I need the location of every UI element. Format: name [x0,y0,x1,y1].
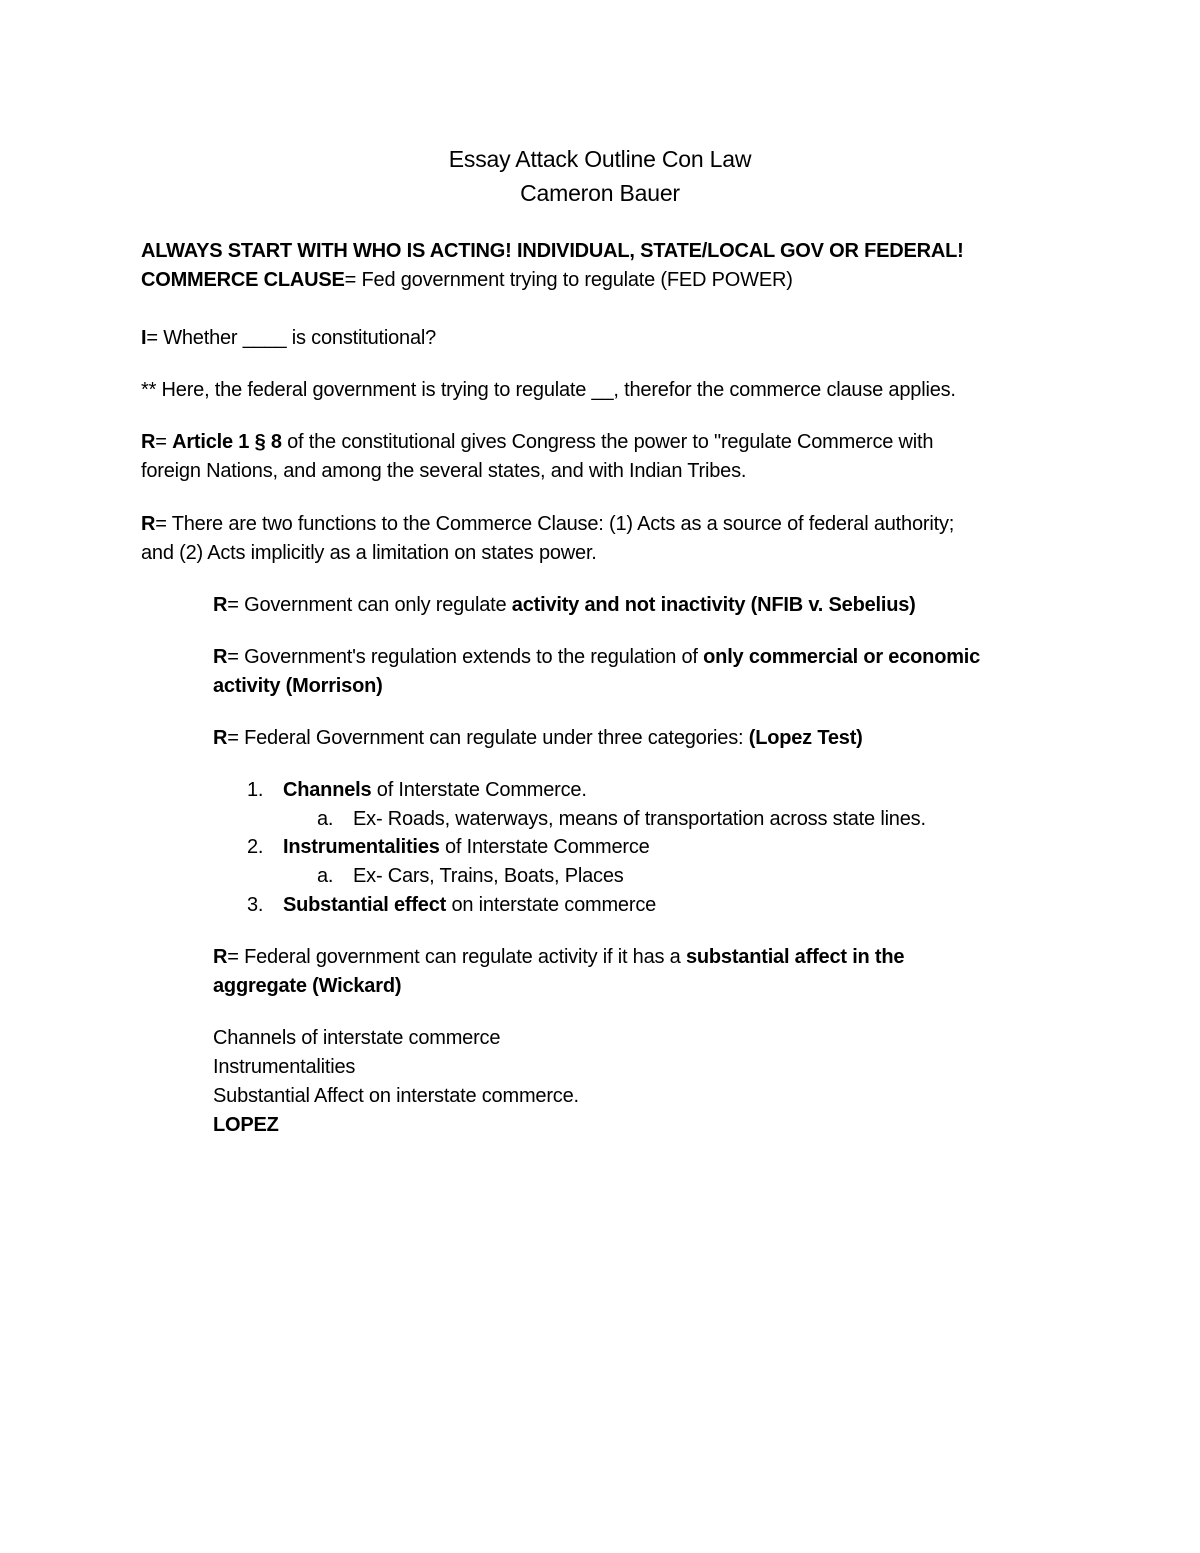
list-number: 3. [247,894,264,916]
rule-lopez-text: = Federal Government can regulate under three categories: [227,727,749,749]
rule-wickard-bold: substantial affect in the [685,946,905,968]
issue-text: = Whether ____ is constitutional? [146,327,437,349]
rule-article-line-2: foreign Nations, and among the several states, and with Indian Tribes. [141,460,747,482]
summary-line: Instrumentalities [213,1056,356,1078]
commerce-clause-text: = Fed government trying to regulate (FED POWER) [344,269,793,291]
document-author: Cameron Bauer [520,180,680,206]
always-start-heading: ALWAYS START WITH WHO IS ACTING! INDIVIDUAL, STATE/LOCAL GOV OR FEDERAL! [141,240,964,262]
rule-functions-line-1 [141,510,954,538]
commerce-clause-label: COMMERCE CLAUSE [141,269,345,291]
list-item-text: of Interstate Commerce. [371,779,587,801]
rule-functions-text: = There are two functions to the Commerce Clause: (1) Acts as a source of federal authority; [155,513,955,535]
rule-label: R [141,513,156,535]
article-reference: Article 1 § 8 [172,431,282,453]
list-item-bold: Instrumentalities [283,836,440,858]
list-item-bold: Substantial effect [283,894,447,916]
list-letter: a. [317,865,334,887]
rule-article-line-1 [141,428,933,456]
list-item [247,833,650,861]
list-item-text: of Interstate Commerce [439,836,650,858]
issue-line [141,324,436,352]
rule-label: R [213,946,228,968]
list-item-text: on interstate commerce [446,894,657,916]
rule-lopez-bold: (Lopez Test) [748,727,863,749]
rule-activity-bold: activity and not inactivity (NFIB v. Sebelius) [511,594,916,616]
rule-morrison-text: = Government's regulation extends to the regulation of [227,646,704,668]
rule-morrison-line-1 [213,643,980,671]
sub-list-item [317,862,624,890]
rule-wickard-line-2: aggregate (Wickard) [213,975,402,997]
rule-wickard-line-1 [213,943,904,971]
rule-eq: = [155,431,173,453]
summary-case: LOPEZ [213,1114,279,1136]
summary-line: Substantial Affect on interstate commerce. [213,1085,579,1107]
list-item [247,776,587,804]
rule-label: R [213,594,228,616]
list-item-bold: Channels [283,779,372,801]
rule-activity-line [213,591,916,619]
rule-morrison-bold: only commercial or economic [703,646,981,668]
rule-label: R [141,431,156,453]
rule-activity-text: = Government can only regulate [227,594,512,616]
rule-article-text: of the constitutional gives Congress the power to "regulate Commerce with [281,431,934,453]
document-title: Essay Attack Outline Con Law [448,146,752,172]
sub-list-item [317,805,926,833]
commerce-clause-line [141,266,793,294]
rule-lopez-line [213,724,863,752]
rule-functions-line-2: and (2) Acts implicitly as a limitation on states power. [141,542,597,564]
rule-label: R [213,727,228,749]
here-line: ** Here, the federal government is trying to regulate __, therefor the commerce clause applies. [141,379,956,401]
summary-line: Channels of interstate commerce [213,1027,501,1049]
rule-label: R [213,646,228,668]
sub-list-text: Ex- Cars, Trains, Boats, Places [353,865,624,887]
list-item [247,891,656,919]
list-number: 1. [247,779,264,801]
issue-label: I [141,327,147,349]
rule-wickard-text: = Federal government can regulate activity if it has a [227,946,686,968]
rule-morrison-line-2: activity (Morrison) [213,675,383,697]
list-letter: a. [317,808,334,830]
sub-list-text: Ex- Roads, waterways, means of transportation across state lines. [353,808,926,830]
list-number: 2. [247,836,264,858]
